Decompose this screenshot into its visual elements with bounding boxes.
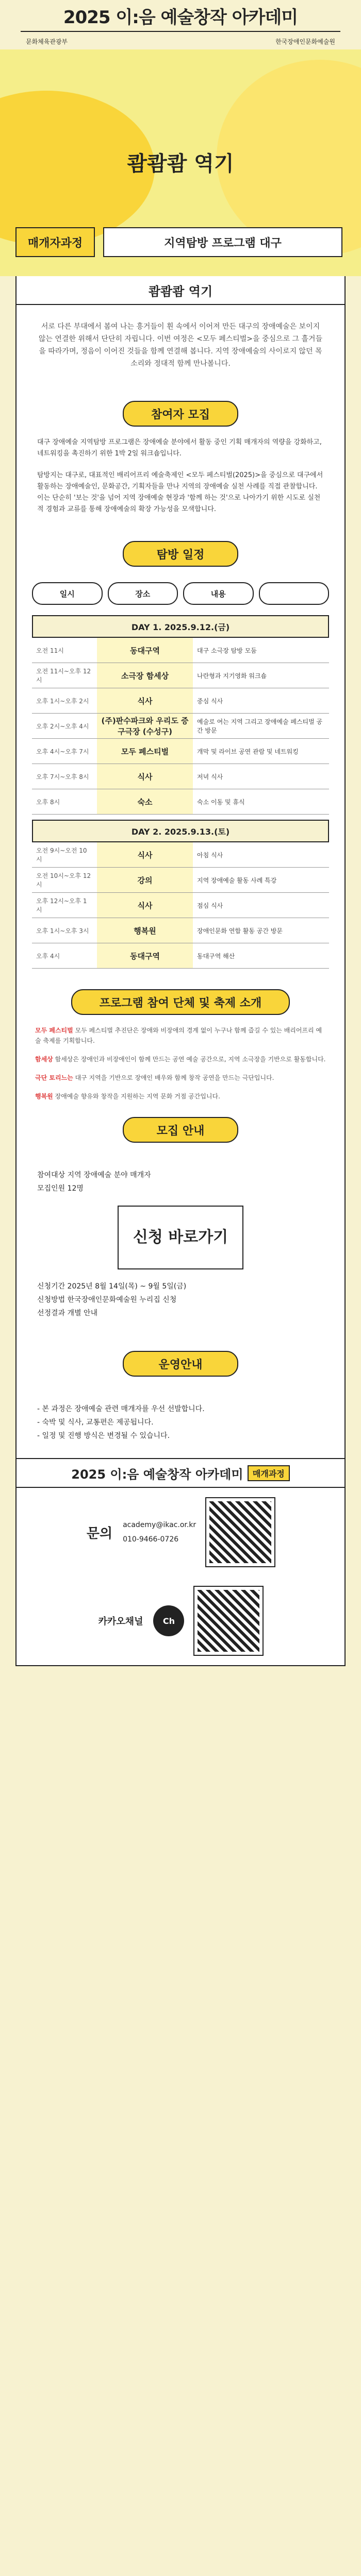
row-content: 저녁 식사 xyxy=(193,764,329,789)
row-time: 오후 8시 xyxy=(32,789,97,815)
method: 신청방법 한국장애인문화예술원 누리집 신청 xyxy=(37,1296,177,1304)
orgs-list xyxy=(17,1025,344,1101)
contact-email[interactable]: academy@ikac.or.kr xyxy=(123,1521,196,1529)
col-date: 일시 xyxy=(32,582,103,605)
col-content: 내용 xyxy=(183,582,254,605)
contact-phone: 010-9466-0726 xyxy=(123,1535,179,1544)
recruit-info xyxy=(17,1153,344,1335)
row-content: 나란형과 지기영화 워크숍 xyxy=(193,663,329,688)
day2-table xyxy=(32,842,329,969)
row-place: 동대구역 xyxy=(97,943,193,969)
table-row xyxy=(32,638,329,663)
row-time: 오후 1시~오후 2시 xyxy=(32,688,97,714)
row-content: 대구 소극장 탐방 모둠 xyxy=(193,638,329,663)
logo-right: 한국장애인문화예술원 xyxy=(275,38,335,45)
intro-section xyxy=(15,276,346,1666)
org-desc: 함세상은 장애인과 비장애인이 함께 만드는 공연 예술 공간으로, 지역 소극장을 기반으로 활동합니다. xyxy=(55,1056,326,1063)
org-desc: 대구 지역을 기반으로 장애인 배우와 함께 창작 공연을 만드는 극단입니다. xyxy=(75,1074,274,1081)
day1-table xyxy=(32,638,329,815)
org-desc: 모두 페스티벌 추진단은 장애와 비장애의 경계 없이 누구나 함께 즐길 수 있는 배리어프리 예술 축제를 기획합니다. xyxy=(35,1027,322,1044)
contact-heading xyxy=(17,1458,344,1488)
page-title: 2025 이:음 예술창작 아카데미 xyxy=(63,7,298,28)
count: 모집인원 12명 xyxy=(37,1184,84,1193)
recruit-p1: 대구 장애예술 지역탐방 프로그램은 장애예술 분야에서 활동 중인 기획 매개자의 역량을 강화하고, 네트워킹을 촉진하기 위한 1박 2일 워크숍입니다. xyxy=(37,438,322,457)
day2-label: DAY 2. 2025.9.13.(토) xyxy=(32,820,329,842)
row-time: 오후 4시~오후 7시 xyxy=(32,739,97,764)
row-time: 오후 7시~오후 8시 xyxy=(32,764,97,789)
row-time: 오전 11시 xyxy=(32,638,97,663)
row-place: 행복원 xyxy=(97,918,193,943)
row-place: 식사 xyxy=(97,688,193,714)
row-content: 지역 장애예술 활동 사례 특강 xyxy=(193,868,329,893)
notice-line: - 숙박 및 식사, 교통편은 제공됩니다. xyxy=(37,1418,154,1427)
qr-code[interactable] xyxy=(206,1498,274,1566)
notice xyxy=(17,1387,344,1458)
table-row xyxy=(32,764,329,789)
table-row xyxy=(32,842,329,868)
row-content: 아침 식사 xyxy=(193,842,329,868)
recruit-pill: 참여자 모집 xyxy=(123,401,238,427)
row-content: 장애인문화 연합 활동 공간 방문 xyxy=(193,918,329,943)
contact-details xyxy=(123,1518,196,1547)
recruit-p2: 탐방지는 대구로, 대표적인 배리어프리 예술축제인 <모두 페스티벌(2025)>을 중심으로 대구에서 활동하는 장애예술인, 문화공간, 기획자들을 만나 지역의 장애예술 실천 사례를 직접 관찰합니다. 이는 단순히 '보는 것'을 넘어 지역 장애예술 현장과 '함께 하는 것'으로 나아가기 위한 시도로 실천적 경험과 교류를 통해 장애예술의 확장 가능성을 모색합니다. xyxy=(37,471,323,513)
contact-badge: 매개과정 xyxy=(248,1465,290,1481)
contact-title: 2025 이:음 예술창작 아카데미 xyxy=(71,1467,243,1482)
row-place: 식사 xyxy=(97,893,193,918)
kakao-icon[interactable]: Ch xyxy=(153,1605,184,1636)
apply-button[interactable]: 신청 바로가기 xyxy=(118,1206,243,1269)
contact-box xyxy=(17,1488,344,1577)
row-place: 식사 xyxy=(97,842,193,868)
row-content: 예술로 여는 지역 그리고 장애예술 페스티벌 공간 방문 xyxy=(193,714,329,739)
table-row xyxy=(32,688,329,714)
row-time: 오후 2시~오후 4시 xyxy=(32,714,97,739)
row-time: 오전 10시~오후 12시 xyxy=(32,868,97,893)
schedule-pill: 탐방 일정 xyxy=(123,541,238,567)
orgs-pill: 프로그램 참여 단체 및 축제 소개 xyxy=(71,989,290,1015)
kakao-label: 카카오채널 xyxy=(98,1616,143,1627)
row-place: 모두 페스티벌 xyxy=(97,739,193,764)
table-row xyxy=(32,714,329,739)
row-time: 오전 9시~오전 10시 xyxy=(32,842,97,868)
recruit-info-pill: 모집 안내 xyxy=(123,1117,238,1143)
result: 선정결과 개별 안내 xyxy=(37,1309,98,1317)
org-item xyxy=(35,1025,326,1046)
schedule-columns xyxy=(32,582,329,605)
schedule xyxy=(17,577,344,974)
intro-text: 서로 다른 부대에서 봄여 나는 흥거들이 휜 속에서 이어져 만든 대구의 장애예술은 보이지 않는 연결한 위해서 단단히 자립니다. 이번 여정은 <모두 페스티벌>을 중심으로 그 흘거들을 따라가며, 정음이 이어진 것들을 함께 연결해 봅니다. 지역 장애예술의 사이로지 않던 목소리와 정대적 함께 만나볼니다. xyxy=(38,323,323,368)
tag-program: 지역탐방 프로그램 대구 xyxy=(103,227,342,257)
org-item xyxy=(35,1054,326,1064)
row-place: 동대구역 xyxy=(97,638,193,663)
row-content: 점심 식사 xyxy=(193,893,329,918)
qr-code[interactable] xyxy=(194,1587,262,1655)
org-desc: 장애예술 향유와 창작을 지원하는 지역 문화 거점 공간입니다. xyxy=(55,1093,220,1100)
period: 신청기간 2025년 8월 14일(목) ~ 9월 5일(금) xyxy=(37,1282,187,1291)
org-item xyxy=(35,1073,326,1083)
notice-pill: 운영안내 xyxy=(123,1351,238,1377)
day1-label: DAY 1. 2025.9.12.(금) xyxy=(32,615,329,638)
row-place: 식사 xyxy=(97,764,193,789)
hero-headline: 쾀쾀쾀 역기 xyxy=(127,152,234,176)
row-content: 숙소 이동 및 휴식 xyxy=(193,789,329,815)
top-bar xyxy=(0,0,361,49)
kakao-box xyxy=(17,1577,344,1665)
row-time: 오전 11시~오후 12시 xyxy=(32,663,97,688)
col-extra xyxy=(259,582,330,605)
org-item xyxy=(35,1091,326,1101)
row-place: (주)판수파크와 우리도 증구극장 (수성구) xyxy=(97,714,193,739)
col-place: 장소 xyxy=(108,582,178,605)
table-row xyxy=(32,893,329,918)
table-row xyxy=(32,943,329,969)
row-time: 오후 4시 xyxy=(32,943,97,969)
row-time: 오후 1시~오후 3시 xyxy=(32,918,97,943)
hero xyxy=(0,49,361,276)
table-row xyxy=(32,663,329,688)
target: 참여대상 지역 장애예술 분야 매개자 xyxy=(37,1171,151,1179)
divider xyxy=(21,31,340,32)
row-content: 중심 식사 xyxy=(193,688,329,714)
row-place: 강의 xyxy=(97,868,193,893)
section-heading: 쾀쾀쾀 역기 xyxy=(17,276,344,305)
table-row xyxy=(32,789,329,815)
org-name: 모두 페스티벌 xyxy=(35,1027,73,1034)
org-name: 극단 토리느는 xyxy=(35,1074,73,1081)
tag-course: 매개자과정 xyxy=(15,227,95,257)
notice-line: - 본 과정은 장애예술 관련 매개자를 우선 선발합니다. xyxy=(37,1405,205,1413)
table-row xyxy=(32,868,329,893)
row-place: 소극장 함세상 xyxy=(97,663,193,688)
table-row xyxy=(32,739,329,764)
org-name: 행복원 xyxy=(35,1093,53,1100)
table-row xyxy=(32,918,329,943)
row-content: 개막 및 라이브 공연 관람 및 네트워킹 xyxy=(193,739,329,764)
row-place: 숙소 xyxy=(97,789,193,815)
row-time: 오후 12시~오후 1시 xyxy=(32,893,97,918)
logo-left: 문화체육관광부 xyxy=(26,38,68,45)
row-content: 동대구역 해산 xyxy=(193,943,329,969)
org-name: 함세상 xyxy=(35,1056,53,1063)
contact-label: 문의 xyxy=(86,1526,113,1541)
notice-line: - 일정 및 진행 방식은 변경될 수 있습니다. xyxy=(37,1432,170,1440)
